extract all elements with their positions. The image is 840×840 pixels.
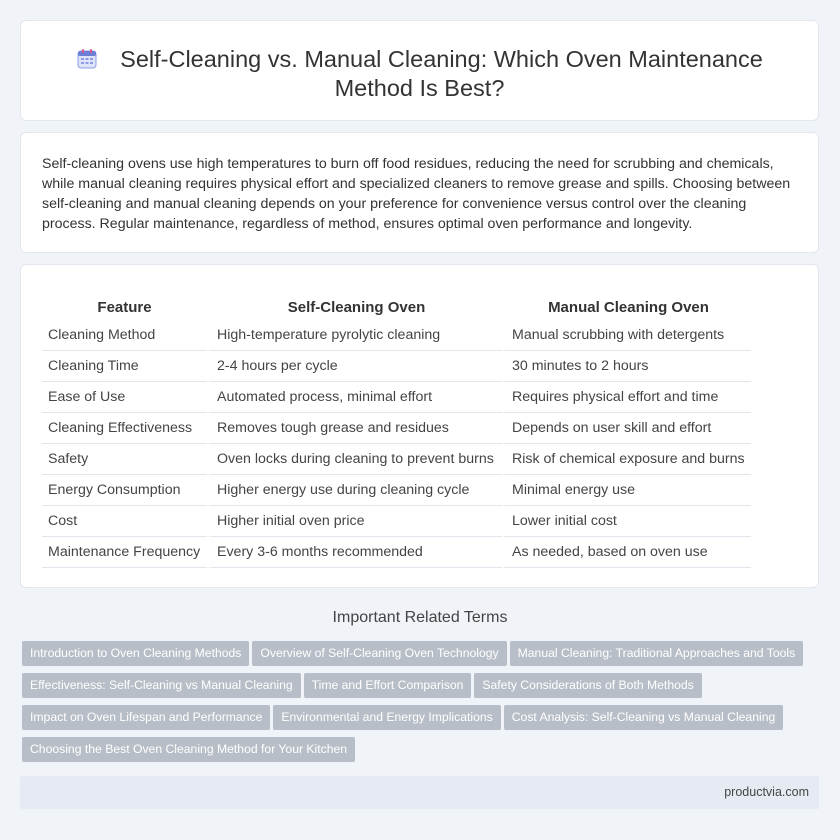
related-term-tag[interactable]: Time and Effort Comparison	[304, 673, 472, 698]
table-row	[42, 444, 751, 475]
related-term-tag[interactable]: Environmental and Energy Implications	[273, 705, 500, 730]
table-cell: Energy Consumption	[42, 475, 207, 506]
header-manual-cleaning: Manual Cleaning Oven	[502, 295, 751, 320]
table-cell: Depends on user skill and effort	[502, 413, 751, 444]
table-cell: Automated process, minimal effort	[207, 382, 502, 413]
related-term-tag[interactable]: Cost Analysis: Self-Cleaning vs Manual Cleaning	[504, 705, 784, 730]
comparison-table	[42, 295, 751, 568]
related-terms-list	[22, 641, 812, 769]
table-cell: Lower initial cost	[502, 506, 751, 537]
table-row	[42, 351, 751, 382]
intro-card	[20, 132, 819, 253]
intro-paragraph: Self-cleaning ovens use high temperatures to burn off food residues, reducing the need for scrubbing and chemicals, while manual cleaning requires physical effort and specialized cleaners to remove grease and spills. Choosing between self-cleaning and manual cleaning depends on your preference for convenience versus control over the cleaning process. Regular maintenance, regardless of method, ensures optimal oven performance and longevity.	[42, 156, 791, 232]
table-cell: Cleaning Time	[42, 351, 207, 382]
footer	[20, 776, 819, 809]
related-terms-title: Important Related Terms	[332, 609, 508, 626]
table-cell: Cleaning Method	[42, 320, 207, 351]
table-row	[42, 506, 751, 537]
header-feature: Feature	[97, 299, 152, 316]
table-cell: Risk of chemical exposure and burns	[502, 444, 751, 475]
table-cell: Cost	[42, 506, 207, 537]
related-term-tag[interactable]: Safety Considerations of Both Methods	[474, 673, 701, 698]
table-cell: Manual scrubbing with detergents	[502, 320, 751, 351]
related-term-tag[interactable]: Introduction to Oven Cleaning Methods	[22, 641, 249, 666]
header-card	[20, 20, 819, 121]
title-line-2: Method Is Best?	[334, 75, 505, 101]
table-row	[42, 475, 751, 506]
table-cell: Higher energy use during cleaning cycle	[207, 475, 502, 506]
page-title	[21, 45, 818, 103]
table-cell: Every 3-6 months recommended	[207, 537, 502, 568]
table-cell: Ease of Use	[42, 382, 207, 413]
related-term-tag[interactable]: Overview of Self-Cleaning Oven Technology	[252, 641, 506, 666]
table-cell: 30 minutes to 2 hours	[502, 351, 751, 382]
table-cell: Removes tough grease and residues	[207, 413, 502, 444]
table-cell: High-temperature pyrolytic cleaning	[207, 320, 502, 351]
table-cell: 2-4 hours per cycle	[207, 351, 502, 382]
comparison-card	[20, 264, 819, 588]
related-term-tag[interactable]: Impact on Oven Lifespan and Performance	[22, 705, 270, 730]
table-cell: Requires physical effort and time	[502, 382, 751, 413]
calendar-icon	[76, 48, 98, 70]
related-term-tag[interactable]: Effectiveness: Self-Cleaning vs Manual Cleaning	[22, 673, 301, 698]
title-line-1: Self-Cleaning vs. Manual Cleaning: Which Oven Maintenance	[120, 46, 763, 72]
table-cell: Cleaning Effectiveness	[42, 413, 207, 444]
table-cell: Safety	[42, 444, 207, 475]
table-row	[42, 382, 751, 413]
table-cell: Maintenance Frequency	[42, 537, 207, 568]
table-cell: As needed, based on oven use	[502, 537, 751, 568]
table-header-row	[42, 295, 751, 320]
footer-site-link[interactable]: productvia.com	[724, 785, 809, 799]
related-term-tag[interactable]: Choosing the Best Oven Cleaning Method for Your Kitchen	[22, 737, 355, 762]
table-row	[42, 320, 751, 351]
header-self-cleaning: Self-Cleaning Oven	[207, 295, 502, 320]
related-term-tag[interactable]: Manual Cleaning: Traditional Approaches and Tools	[510, 641, 804, 666]
table-row	[42, 413, 751, 444]
table-cell: Minimal energy use	[502, 475, 751, 506]
table-cell: Higher initial oven price	[207, 506, 502, 537]
table-cell: Oven locks during cleaning to prevent burns	[207, 444, 502, 475]
table-row	[42, 537, 751, 568]
